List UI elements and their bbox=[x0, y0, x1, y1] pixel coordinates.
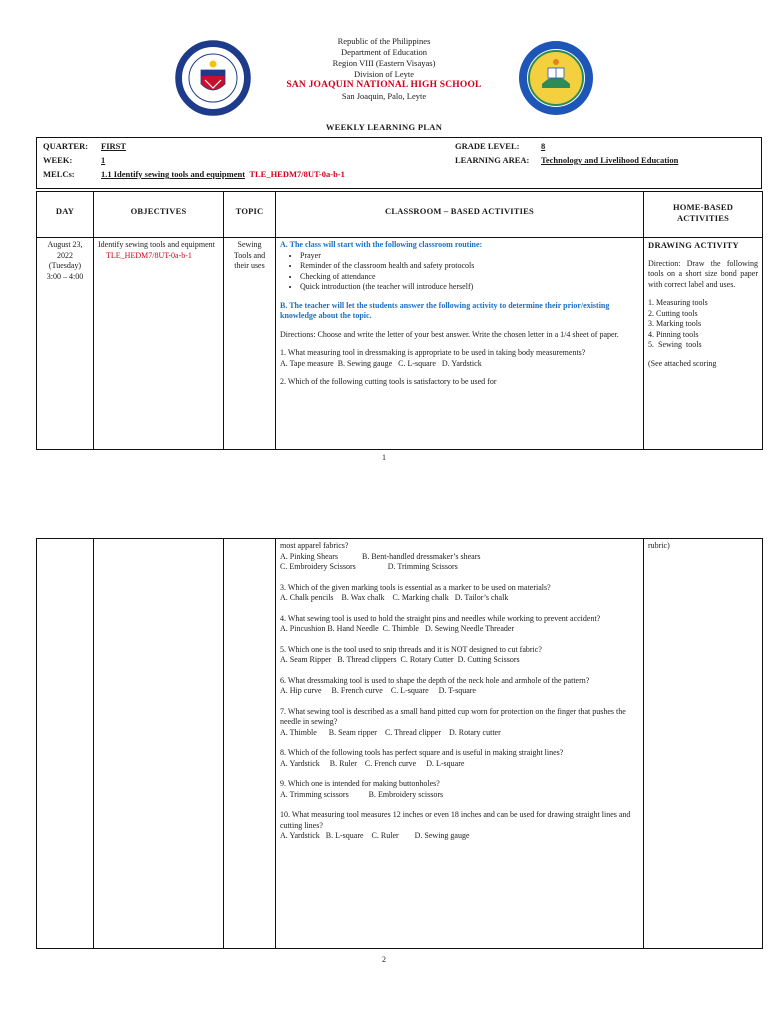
question-choices: A. Pincushion B. Hand Needle C. Thimble D. Sewing Needle Threader bbox=[280, 624, 515, 633]
objectives-cell bbox=[94, 238, 224, 450]
school-address: San Joaquin, Palo, Leyte bbox=[341, 91, 427, 101]
question-choices: A. Thimble B. Seam ripper C. Thread clipper D. Rotary cutter bbox=[280, 727, 501, 737]
document-title: WEEKLY LEARNING PLAN bbox=[325, 122, 443, 132]
question-choices: A. Pinking Shears B. Bent-handled dressmaker’s shears bbox=[280, 551, 481, 561]
routine-list bbox=[280, 251, 639, 293]
day-line: (Tuesday) bbox=[48, 261, 82, 270]
melcs-code: TLE_HEDM7/8UT-0a-b-1 bbox=[249, 169, 345, 179]
question-item bbox=[280, 779, 639, 800]
question-text: 4. What sewing tool is used to hold the straight pins and needles while working to prevent accident? bbox=[280, 613, 601, 623]
question-item bbox=[280, 583, 639, 604]
day-header: DAY bbox=[37, 192, 94, 238]
grade-value: 8 bbox=[541, 141, 546, 151]
question-text: 1. What measuring tool in dressmaking is appropriate to be used in taking body measurements? bbox=[280, 348, 586, 357]
objectives-cell bbox=[94, 539, 224, 949]
classroom-header: CLASSROOM – BASED ACTIVITIES bbox=[276, 192, 644, 238]
question-choices: A. Seam Ripper B. Thread clippers C. Rotary Cutter D. Cutting Scissors bbox=[280, 655, 520, 664]
home-note: (See attached scoring bbox=[648, 358, 717, 368]
topic-cell: Sewing Tools and their uses bbox=[224, 238, 276, 450]
objective-text: Identify sewing tools and equipment bbox=[98, 240, 215, 249]
classroom-cell bbox=[276, 238, 644, 450]
list-item: 5. Sewing tools bbox=[648, 340, 702, 349]
topic-header: TOPIC bbox=[224, 192, 276, 238]
question-choices: C. Embroidery Scissors D. Trimming Scissors bbox=[280, 562, 458, 571]
question-text: 9. Which one is intended for making buttonholes? bbox=[280, 779, 440, 788]
home-cell bbox=[644, 238, 763, 450]
topic-cell bbox=[224, 539, 276, 949]
question-choices: A. Chalk pencils B. Wax chalk C. Marking chalk D. Tailor’s chalk bbox=[280, 593, 509, 602]
plan-table-page2 bbox=[36, 538, 763, 949]
question-item bbox=[280, 541, 639, 573]
question-item bbox=[280, 645, 639, 666]
area-label: LEARNING AREA: bbox=[455, 155, 530, 165]
day-cell bbox=[37, 539, 94, 949]
week-label: WEEK: bbox=[43, 155, 73, 165]
list-item: 3. Marking tools bbox=[648, 319, 702, 328]
list-item: • Quick introduction (the teacher will introduce herself) bbox=[300, 282, 639, 293]
question-text: 10. What measuring tool measures 12 inches or even 18 inches and can be used for drawing straight lines and cutting lines? bbox=[280, 810, 631, 830]
question-item bbox=[280, 707, 639, 739]
quarter-value: FIRST bbox=[101, 141, 127, 151]
week-row bbox=[43, 155, 105, 165]
list-item: 2. Cutting tools bbox=[648, 308, 698, 318]
day-cell bbox=[37, 238, 94, 450]
question-text: 7. What sewing tool is described as a small hand pitted cup worn for protection on the finger that pushes the needle in sewing? bbox=[280, 706, 626, 726]
question-choices: A. Trimming scissors B. Embroidery scissors bbox=[280, 789, 444, 799]
header-line: Republic of the Philippines bbox=[337, 36, 431, 46]
prior-knowledge-heading: B. The teacher will let the students answer the following activity to determine their prior/existing knowledge about the topic. bbox=[280, 300, 610, 320]
list-item: 4. Pinning tools bbox=[648, 329, 699, 339]
grade-label: GRADE LEVEL: bbox=[455, 141, 520, 151]
list-item: • Checking of attendance bbox=[300, 272, 639, 283]
question-item bbox=[280, 614, 639, 635]
classroom-cell bbox=[276, 539, 644, 949]
question-text: 8. Which of the following tools has perfect square and is useful in making straight lines? bbox=[280, 748, 564, 757]
question-choices: A. Yardstick B. L-square C. Ruler D. Sewing gauge bbox=[280, 831, 470, 840]
routine-heading: A. The class will start with the following classroom routine: bbox=[280, 240, 483, 249]
table-row bbox=[37, 539, 763, 949]
header-line: Division of Leyte bbox=[354, 69, 414, 79]
question-text: most apparel fabrics? bbox=[280, 541, 349, 550]
objectives-header: OBJECTIVES bbox=[94, 192, 224, 238]
home-direction: Direction: Draw the following tools on a short size bond paper with correct label and uses. bbox=[648, 258, 758, 289]
header-line: Department of Education bbox=[341, 47, 427, 57]
question-item bbox=[280, 676, 639, 697]
question-item bbox=[280, 748, 639, 769]
page-number: 1 bbox=[382, 453, 386, 462]
melcs-value: 1.1 Identify sewing tools and equipment bbox=[101, 169, 246, 179]
letterhead bbox=[0, 36, 768, 102]
question-text: 5. Which one is the tool used to snip threads and it is NOT designed to cut fabric? bbox=[280, 644, 542, 654]
question-choices: A. Yardstick B. Ruler C. French curve D. L-square bbox=[280, 758, 465, 768]
home-header: HOME-BASED ACTIVITIES bbox=[644, 192, 763, 238]
quarter-row bbox=[43, 141, 126, 151]
table-row bbox=[37, 238, 763, 450]
week-value: 1 bbox=[101, 155, 106, 165]
area-row bbox=[455, 155, 678, 165]
home-activity-title: DRAWING ACTIVITY bbox=[648, 240, 739, 250]
question-text: 3. Which of the given marking tools is essential as a marker to be used on materials? bbox=[280, 582, 551, 592]
school-name: SAN JOAQUIN NATIONAL HIGH SCHOOL bbox=[286, 80, 482, 90]
header-line: Region VIII (Eastern Visayas) bbox=[332, 58, 436, 68]
list-item: 1. Measuring tools bbox=[648, 298, 708, 307]
list-item: • Prayer bbox=[300, 251, 639, 262]
list-item: • Reminder of the classroom health and safety protocols bbox=[300, 261, 639, 272]
area-value: Technology and Livelihood Education bbox=[541, 155, 679, 165]
page-1 bbox=[0, 0, 768, 470]
question-text: 2. Which of the following cutting tools is satisfactory to be used for bbox=[280, 377, 497, 386]
page-number: 2 bbox=[382, 955, 386, 964]
table-header-row bbox=[37, 192, 763, 238]
home-cell bbox=[644, 539, 763, 949]
home-note-continued: rubric) bbox=[648, 541, 670, 550]
question-choices: A. Tape measure B. Sewing gauge C. L-square D. Yardstick bbox=[280, 358, 482, 368]
day-line: 3:00 – 4:00 bbox=[46, 271, 84, 281]
quarter-label: QUARTER: bbox=[43, 141, 89, 151]
directions-text: Directions: Choose and write the letter of your best answer. Write the chosen letter in a 1/4 sheet of paper. bbox=[280, 329, 619, 339]
objective-code: TLE_HEDM7/8UT-0a-b-1 bbox=[106, 250, 192, 260]
melcs-row bbox=[43, 169, 345, 179]
page-2 bbox=[0, 530, 768, 1024]
question-choices: A. Hip curve B. French curve C. L-square D. T-square bbox=[280, 686, 476, 695]
day-line: August 23, bbox=[47, 240, 83, 249]
plan-table-page1 bbox=[36, 191, 763, 450]
plan-info-box bbox=[36, 137, 762, 189]
grade-row bbox=[455, 141, 545, 151]
melcs-label: MELCs: bbox=[43, 169, 75, 179]
day-line: 2022 bbox=[57, 250, 73, 260]
question-text: 6. What dressmaking tool is used to shape the depth of the neck hole and armhole of the pattern? bbox=[280, 675, 590, 685]
question-item bbox=[280, 810, 639, 842]
